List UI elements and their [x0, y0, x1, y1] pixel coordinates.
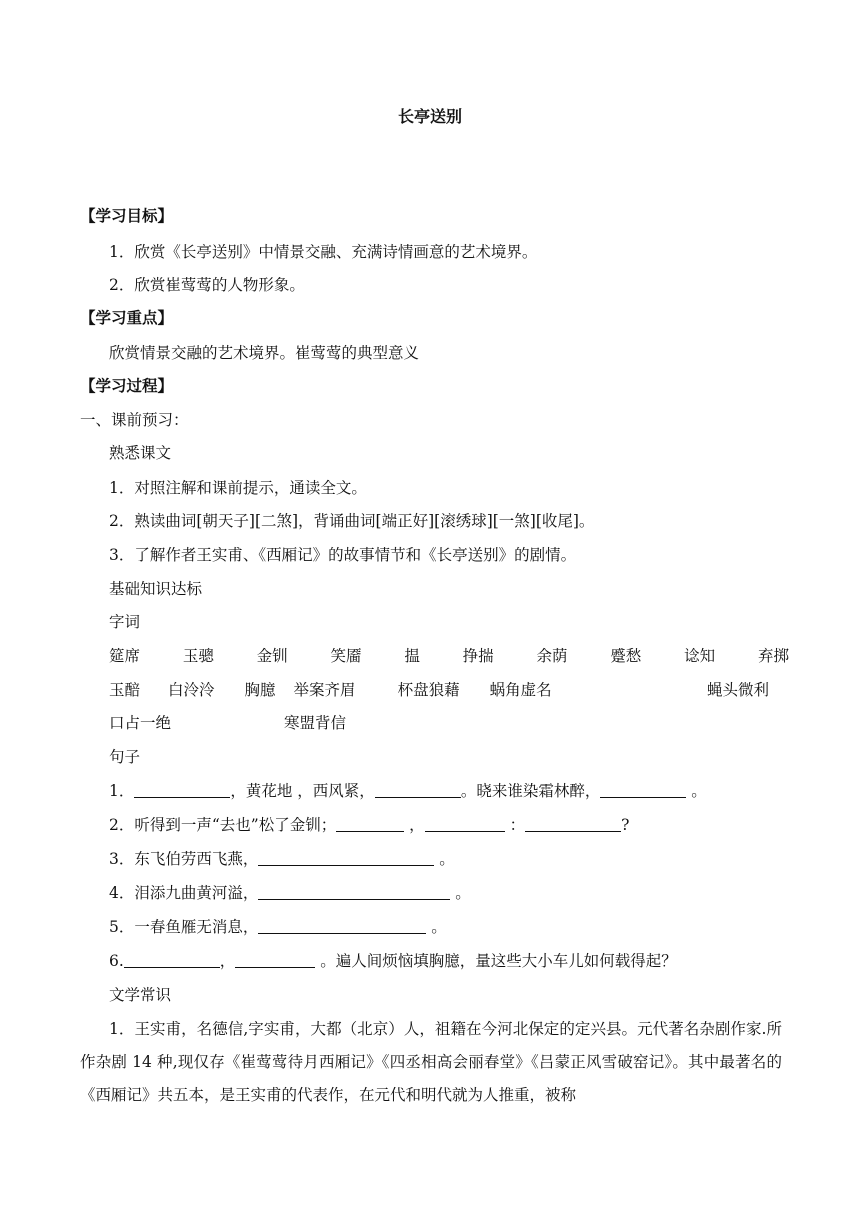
section-heading-goals: 【学习目标】 [80, 207, 174, 225]
vocab-word: 蹙愁 [610, 647, 642, 665]
vocab-word: 杯盘狼藉 [397, 681, 460, 699]
basic-knowledge-heading: 基础知识达标 [109, 580, 203, 598]
familiarize-item-1: 1．对照注解和课前提示，通读全文。 [109, 479, 367, 497]
section-heading-process: 【学习过程】 [80, 377, 174, 395]
fill-blank[interactable] [525, 815, 621, 832]
fill-blank[interactable] [425, 815, 505, 832]
literature-paragraph: 1．王实甫，名德信,字实甫，大都（北京）人，祖籍在今河北保定的定兴县。元代著名杂剧作家.所作杂剧 14 种,现仅存《崔莺莺待月西厢记》《四丞相高会丽春堂》《吕蒙正风雪破窑记》。其中最著名的《西厢记》共五本，是王实甫的代表作，在元代和明代就为人推重，被称 [80, 1020, 782, 1104]
fill-blank[interactable] [134, 781, 230, 798]
sentence-1: 1． ，黄花地 ，西风紧， 。晓来谁染霜林醉， 。 [109, 782, 707, 800]
preview-heading: 一、课前预习： [80, 411, 189, 429]
vocab-word: 蝇头微利 [707, 681, 770, 699]
sentences-heading: 句子 [109, 748, 141, 766]
vocab-heading: 字词 [109, 613, 141, 631]
vocab-word: 口占一绝 [109, 714, 172, 732]
sentence-6: 6. ， 。遍人间烦恼填胸臆，量这些大小车儿如何载得起？ [109, 952, 677, 970]
vocab-word: 蜗角虚名 [489, 681, 552, 699]
page-title: 长亭送别 [397, 107, 462, 126]
vocab-word: 玉醅 [109, 681, 141, 699]
fill-blank[interactable] [124, 951, 220, 968]
familiarize-heading: 熟悉课文 [109, 444, 172, 462]
vocab-word: 寒盟背信 [284, 714, 347, 732]
vocab-word: 揾 [404, 647, 420, 665]
fill-blank[interactable] [258, 883, 450, 900]
vocab-word: 挣揣 [462, 647, 494, 665]
vocab-word: 弃掷 [757, 647, 789, 665]
fill-blank[interactable] [235, 951, 315, 968]
vocab-word: 筵席 [109, 647, 141, 665]
vocab-word: 余荫 [536, 647, 568, 665]
familiarize-item-2: 2．熟读曲词[朝天子][二煞]，背诵曲词[端正好][滚绣球][一煞][收尾]。 [109, 512, 595, 530]
fill-blank[interactable] [600, 781, 686, 798]
vocab-row-2 [109, 679, 552, 701]
key-points-text: 欣赏情景交融的艺术境界。崔莺莺的典型意义 [109, 344, 420, 362]
fill-blank[interactable] [258, 917, 426, 934]
vocab-word: 玉骢 [182, 647, 214, 665]
sentence-5: 5．一春鱼雁无消息， 。 [109, 918, 447, 936]
sentence-4: 4．泪添九曲黄河溢， 。 [109, 884, 471, 902]
vocab-word: 白泠泠 [168, 681, 215, 699]
familiarize-item-3: 3．了解作者王实甫、《西厢记》的故事情节和《长亭送别》的剧情。 [109, 546, 577, 564]
vocab-word: 胸臆 [244, 681, 276, 699]
section-heading-key: 【学习重点】 [80, 309, 174, 327]
fill-blank[interactable] [336, 815, 404, 832]
vocab-word: 谂知 [684, 647, 716, 665]
vocab-word: 金钏 [256, 647, 288, 665]
vocab-row-1 [109, 645, 789, 667]
fill-blank[interactable] [258, 849, 434, 866]
vocab-word: 举案齐眉 [293, 681, 356, 699]
goal-item-2: 2．欣赏崔莺莺的人物形象。 [109, 276, 305, 294]
sentence-2: 2．听得到一声“去也”松了金钏； ， ： ? [109, 816, 630, 834]
sentence-3: 3．东飞伯劳西飞燕， 。 [109, 850, 455, 868]
fill-blank[interactable] [375, 781, 461, 798]
literature-heading: 文学常识 [109, 986, 172, 1004]
goal-item-1: 1．欣赏《长亭送别》中情景交融、充满诗情画意的艺术境界。 [109, 243, 538, 261]
vocab-word: 笑靥 [330, 647, 362, 665]
